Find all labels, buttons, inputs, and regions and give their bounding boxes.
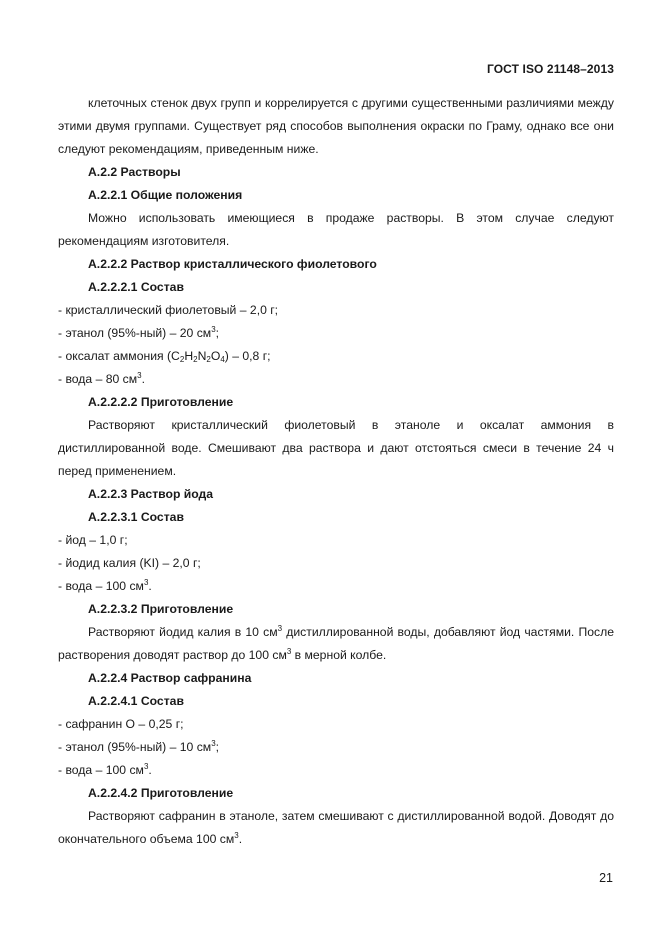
section-heading-a221: А.2.2.1 Общие положения (88, 188, 243, 202)
list-item: - вода – 80 $см^3$. (58, 371, 145, 386)
section-heading-a2241: А.2.2.4.1 Состав (88, 694, 184, 708)
list-item: - этанол (95%-ный) – 10 $см^3$; (58, 739, 220, 754)
document-header: ГОСТ ISO 21148–2013 (487, 62, 614, 76)
paragraph-a221: Можно использовать имеющиеся в продаже растворы. В этом случае следуют рекомендациям изготовителя. (58, 211, 614, 248)
section-heading-a2231: А.2.2.3.1 Состав (88, 510, 184, 524)
section-heading-a2221: А.2.2.2.1 Состав (88, 280, 184, 294)
section-heading-a224: А.2.2.4 Раствор сафранина (88, 671, 252, 685)
list-item: - вода – 100 $см^3$. (58, 762, 152, 777)
section-heading-a2222: А.2.2.2.2 Приготовление (88, 395, 234, 409)
intro-paragraph: клеточных стенок двух групп и коррелируется с другими существенными различиями между этими двумя группами. Существует ряд способов выполнения окраски по Граму, однако все они следуют рекомендациям, приведенным ниже. (58, 96, 614, 156)
section-heading-a2232: А.2.2.3.2 Приготовление (88, 602, 234, 616)
list-item: - йод – 1,0 г; (58, 533, 128, 547)
list-item: - вода – 100 $см^3$. (58, 578, 152, 593)
paragraph-a2242: Растворяют сафранин в этаноле, затем смешивают с дистиллированной водой. Доводят до окончательного объема 100 $см^3$. (58, 809, 614, 846)
paragraph-a2222: Растворяют кристаллический фиолетовый в этаноле и оксалат аммония в дистиллированной воде. Смешивают два раствора и дают отстояться смеси в течение 24 ч перед применением. (58, 418, 614, 478)
page-number: 21 (599, 871, 613, 885)
list-item: - этанол (95%-ный) – 20 $см^3$; (58, 325, 220, 340)
document-body (58, 92, 614, 851)
list-item: - оксалат аммония $(C_2H_2N_2O_4) - 0,8$ г; (58, 349, 271, 364)
list-item: - йодид калия (KI) – 2,0 г; (58, 556, 201, 570)
section-heading-a2242: А.2.2.4.2 Приготовление (88, 786, 234, 800)
section-heading-a223: А.2.2.3 Раствор йода (88, 487, 214, 501)
list-item: - сафранин О – 0,25 г; (58, 717, 184, 731)
section-heading-a22: А.2.2 Растворы (88, 165, 181, 179)
list-item: - кристаллический фиолетовый – 2,0 г; (58, 303, 279, 317)
paragraph-a2232: Растворяют йодид калия в 10 $см^3$ дистиллированной воды, добавляют йод частями. После растворения доводят раствор до 100 $см^3$ в мерной колбе. (58, 624, 615, 662)
section-heading-a222: А.2.2.2 Раствор кристаллического фиолетового (88, 257, 377, 271)
